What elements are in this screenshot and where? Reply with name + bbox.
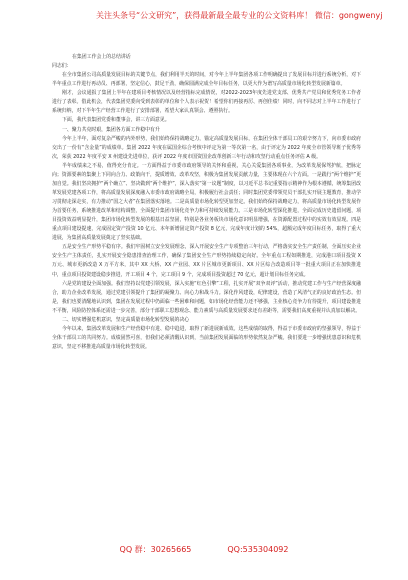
contact-footer [0, 545, 408, 555]
document-paragraph: 半年成绩来之不易，值得充分肯定。一方面得益于市委市政府领导的关怀和重视，关心关爱集团各项事业，为改革发展保驾护航，把脉定向；资源要素的集聚上下同向合力、政策向干，提质增效、改革攻坚，积极为集团发展贡献力量，主要体现在六个方面。一是践行“两个维护”更加自觉。我们坚决拥护“两个确立”、坚决做到“两个维护”，深入落实“第一议题”制度，以习近平总书记重要指示精神作为根本遵循，统筹集团改革发展党建各项工作，将高质量发展深度融入市委市政府战略全局，积极履行社会责任；同时集团党委带领党员干部扎实开展主题教育，推动学习贯彻走深走实，有力推动“国之大者”在集团落实落地。二是高质量市场化转型更加坚定。我们始终保持战略定力，将高质量市场化转型发展作为首要任务，系统推进改革和结构调整，全面提升集团市场化竞争力和可持续发展能力。三是市场化转型深化推进，全面完成历史遗留问题，项目投资效益明显提升，集团市场化转型发展的根基日益坚固，特别是各业务板块市场化意识明显增强，在资源配置过程中的实效有效显现。四是重点项目建设提速，完成固定资产投资 10 亿元、本年新增固定资产投资 8 亿元，完成年度计划的 54%，超额完成年度目标任务，取得了重大进展，为集团高质量发展奠定了坚实基础。 [52, 162, 361, 242]
document-paragraph: 六是党的建设全面加强。我们坚持以党建引领发展，深入实施“红色引擎”工程，扎实开展“双争双评”活动，推动党建工作与生产经营深度融合，助力企业改革发展，通过党建引领提升了集团的凝聚力、向心力和战斗力。深化作风建设，纪律建设，营造了风清气正的良好政治生态。但是，我们也要清醒地认识到，集团在发展过程中仍面临一些困难和问题，如市场化经营能力还不够强，主业核心竞争力有待提升，项目建设推进不平衡，风险防控体系还需进一步完善，部分干部职工思想观念、能力素质与高质量发展要求还有差距等，需要我们高度重视并认真加以解决。 [52, 280, 361, 314]
document-paragraph: 今年以来，集团改革发展和生产经营稳中有进、稳中趋进，取得了新进展新成效。这些成绩的取得，得益于市委市政府的坚强领导，得益于全体干部员工的共同努力。成绩固然可喜，但我们必须清醒认识到，当前集团发展面临的形势依然复杂严峻。我们要进一步增强忧患意识和危机意识，坚定不移推进高质量市场化转型发展。 [52, 325, 361, 350]
section-heading-1: 一、聚力共克时艰，集团各方面工作稳中有升 [62, 126, 160, 133]
document-paragraph: 在全市集团公司高质量发展目标的关键节点，我们利用半天的时间，对今年上半年集团各项工作明确提出了发展目标并进行系统分析，对下半年重点工作进行再动员、再部署，坚定信心，鼓足干劲，确保圆满完成全年目标任务，以更大作为谱写高质量市场化转型发展新篇章。 [52, 72, 361, 88]
section-heading-2: 二、切实增强危机意识，坚定高质量市场化转型发展的决心 [62, 316, 190, 323]
document-paragraph: 五是安全生产形势平稳有序。我们牢固树立安全发展理念，深入开展安全生产专项整治三年行动，严格落实安全生产责任制，全面压实企业安全生产主体责任，扎实开展安全隐患排查治理工作，确保了集团安全生产形势持续稳定向好。全年重点工程如期推进，完成港口项目投资 X 万元、城市更新改造 X 万平方米，其中 XX 大桥、XX 产业园、XX 片区城市更新项目、XX 片区综合改造项目等一批重大项目正在加快推进中，重点项目投资建设稳步推进，开工项目 4 个，完工项目 9 个，完成项目投资超过 70 亿元，超计划目标任务完成。 [52, 244, 361, 278]
document-paragraph: 今年上半年，面对复杂严峻的内外形势，我们始终保持战略定力，锚定高质量发展目标，在集团全体干部员工的艰辛努力下，向市委市政府交出了一份有“含金量”的成绩单。集团 2022 年度在属国企综合考核中评定为第一等次第一名，由于评定为 2022 年度全市管领导班子优秀等次，荣获 2022 年度平安 X 州建设先进单位，获评 2022 年度市国资国企改革创新三年行动和攻坚行动重点任务评估 A 级。 [52, 135, 361, 160]
document-paragraph: 刚才，会议通报了集团上半年在建项目考核情况以及经营指标完成情况，对2022-2023年度先进党支部、优秀共产党员和优秀党务工作者进行了表彰。借此机会，代表集团党委向受到表彰的单位和个人表示祝贺！希望你们再接再厉、再创佳绩！同时，向不同志对上半年工作进行了系统归纳，对下半年生产经营工作进行了安排部署，希望大家认真领会、遵照执行。 [52, 90, 361, 115]
document-salutation: 同志们： [52, 63, 72, 70]
document-paragraph: 下面，我代表集团党委和董事会，讲三方面意见。 [62, 117, 170, 124]
document-title: 在集团工作会上的总结讲话 [72, 54, 131, 60]
qq-label: QQ:535304092 [227, 545, 289, 554]
promo-banner: 关注头条号“公文研究”，获得最新最全最专业的公文资料库！ 微信：gongwenyj [96, 11, 383, 20]
qq-group-label: QQ 群：30265665 [119, 545, 192, 554]
document-body [52, 53, 361, 352]
